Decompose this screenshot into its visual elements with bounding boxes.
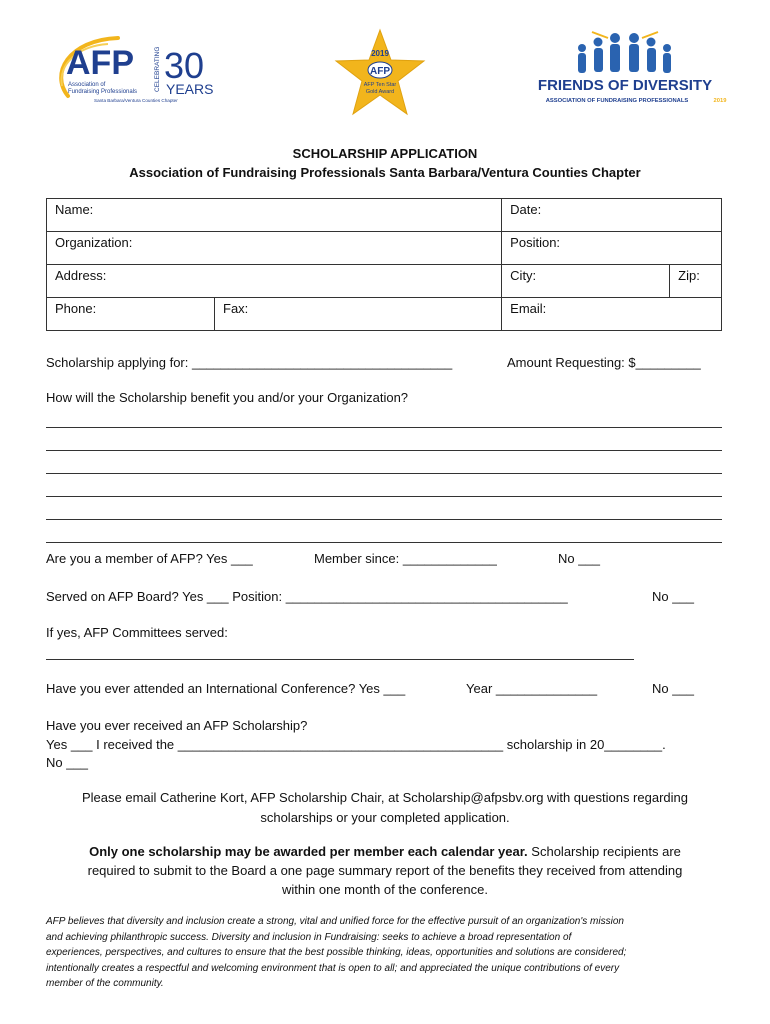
svg-text:Santa Barbara/Ventura Counties: Santa Barbara/Ventura Counties Chapter (94, 98, 178, 103)
received-scholarship-question: Have you ever received an AFP Scholarship? (46, 718, 308, 733)
friends-of-diversity-logo (512, 26, 738, 110)
answer-line[interactable] (46, 519, 722, 520)
committees-answer-line[interactable] (46, 659, 634, 660)
page-title: SCHOLARSHIP APPLICATION (292, 146, 478, 161)
phone-field[interactable]: Phone: (47, 298, 215, 331)
afp-30-years-logo (48, 34, 218, 110)
contact-line-1: Please email Catherine Kort, AFP Scholarship Chair, at Scholarship@afpsbv.org with questions regarding (82, 790, 688, 805)
svg-text:2019: 2019 (713, 98, 727, 104)
svg-text:AFP: AFP (370, 66, 390, 77)
received-yes-line[interactable]: Yes ___ I received the _____________________________________________ scholarship in 20________. (46, 737, 666, 752)
city-field[interactable]: City: (502, 265, 670, 298)
rules-line-1: Only one scholarship may be awarded per member each calendar year. Scholarship recipients are (89, 844, 681, 859)
zip-field[interactable]: Zip: (670, 265, 722, 298)
committees-question: If yes, AFP Committees served: (46, 625, 228, 640)
email-field[interactable]: Email: (502, 298, 722, 331)
benefit-question: How will the Scholarship benefit you and/or your Organization? (46, 390, 409, 405)
svg-text:ASSOCIATION OF FUNDRAISING PRO: ASSOCIATION OF FUNDRAISING PROFESSIONALS (545, 98, 689, 104)
rules-line-2: required to submit to the Board a one page summary report of the benefits they received from attending (87, 863, 683, 878)
diversity-statement: AFP believes that diversity and inclusion create a strong, vital and unified force for the effective pursuit of an organization's mission and achieving philanthropic success. Diversity and inclusion in Fundraising: seeks to achieve a broad representation of experiences, perspectives, and cultures to ensure that the best possible thinking, ideas, opportunities and solutions are considered; intentionally creates a respectful and welcoming environment that is open to all; and appreciated the unique contributions of every member of the community. (46, 916, 627, 989)
received-no-field[interactable]: No ___ (46, 755, 88, 770)
date-field[interactable]: Date: (502, 199, 722, 232)
board-no-field[interactable]: No ___ (652, 589, 694, 604)
answer-line[interactable] (46, 427, 722, 428)
svg-text:Fundraising Professionals: Fundraising Professionals (68, 89, 138, 95)
member-no-field[interactable]: No ___ (558, 551, 600, 566)
answer-line[interactable] (46, 542, 722, 543)
svg-text:YEARS: YEARS (166, 81, 214, 97)
afp-brand-text: AFP (66, 44, 134, 82)
applicant-info-table (46, 198, 722, 331)
position-field[interactable]: Position: (502, 232, 722, 265)
conference-year-field[interactable]: Year ______________ (466, 681, 598, 696)
answer-line[interactable] (46, 450, 722, 451)
afp-board-question[interactable]: Served on AFP Board? Yes ___ Position: _______________________________________ (46, 589, 568, 604)
fax-field[interactable]: Fax: (215, 298, 502, 331)
address-field[interactable]: Address: (47, 265, 502, 298)
contact-line-2: scholarships or your completed application. (260, 810, 510, 825)
name-field[interactable]: Name: (47, 199, 502, 232)
svg-text:2019: 2019 (371, 49, 389, 58)
svg-text:Gold Award: Gold Award (365, 89, 395, 95)
answer-line[interactable] (46, 496, 722, 497)
svg-text:CELEBRATING: CELEBRATING (154, 46, 161, 92)
conference-question[interactable]: Have you ever attended an International Conference? Yes ___ (46, 681, 406, 696)
svg-text:Association of: Association of (68, 82, 106, 88)
member-since-field[interactable]: Member since: _____________ (314, 551, 497, 566)
svg-text:30: 30 (164, 45, 205, 86)
svg-text:AFP Ten Star: AFP Ten Star (363, 82, 397, 88)
rules-line-3: within one month of the conference. (282, 882, 488, 897)
ten-star-gold-award-logo (332, 28, 428, 118)
amount-requesting[interactable]: Amount Requesting: $_________ (507, 355, 701, 370)
svg-text:FRIENDS OF DIVERSITY: FRIENDS OF DIVERSITY (537, 77, 713, 94)
rules-bold-text: Only one scholarship may be awarded per member each calendar year. (89, 844, 528, 859)
answer-line[interactable] (46, 473, 722, 474)
scholarship-applying-for[interactable]: Scholarship applying for: ____________________________________ (46, 355, 453, 370)
organization-field[interactable]: Organization: (47, 232, 502, 265)
afp-member-question[interactable]: Are you a member of AFP? Yes ___ (46, 551, 253, 566)
page-subtitle: Association of Fundraising Professionals Santa Barbara/Ventura Counties Chapter (129, 165, 641, 180)
conference-no-field[interactable]: No ___ (652, 681, 694, 696)
people-icon (578, 33, 671, 73)
